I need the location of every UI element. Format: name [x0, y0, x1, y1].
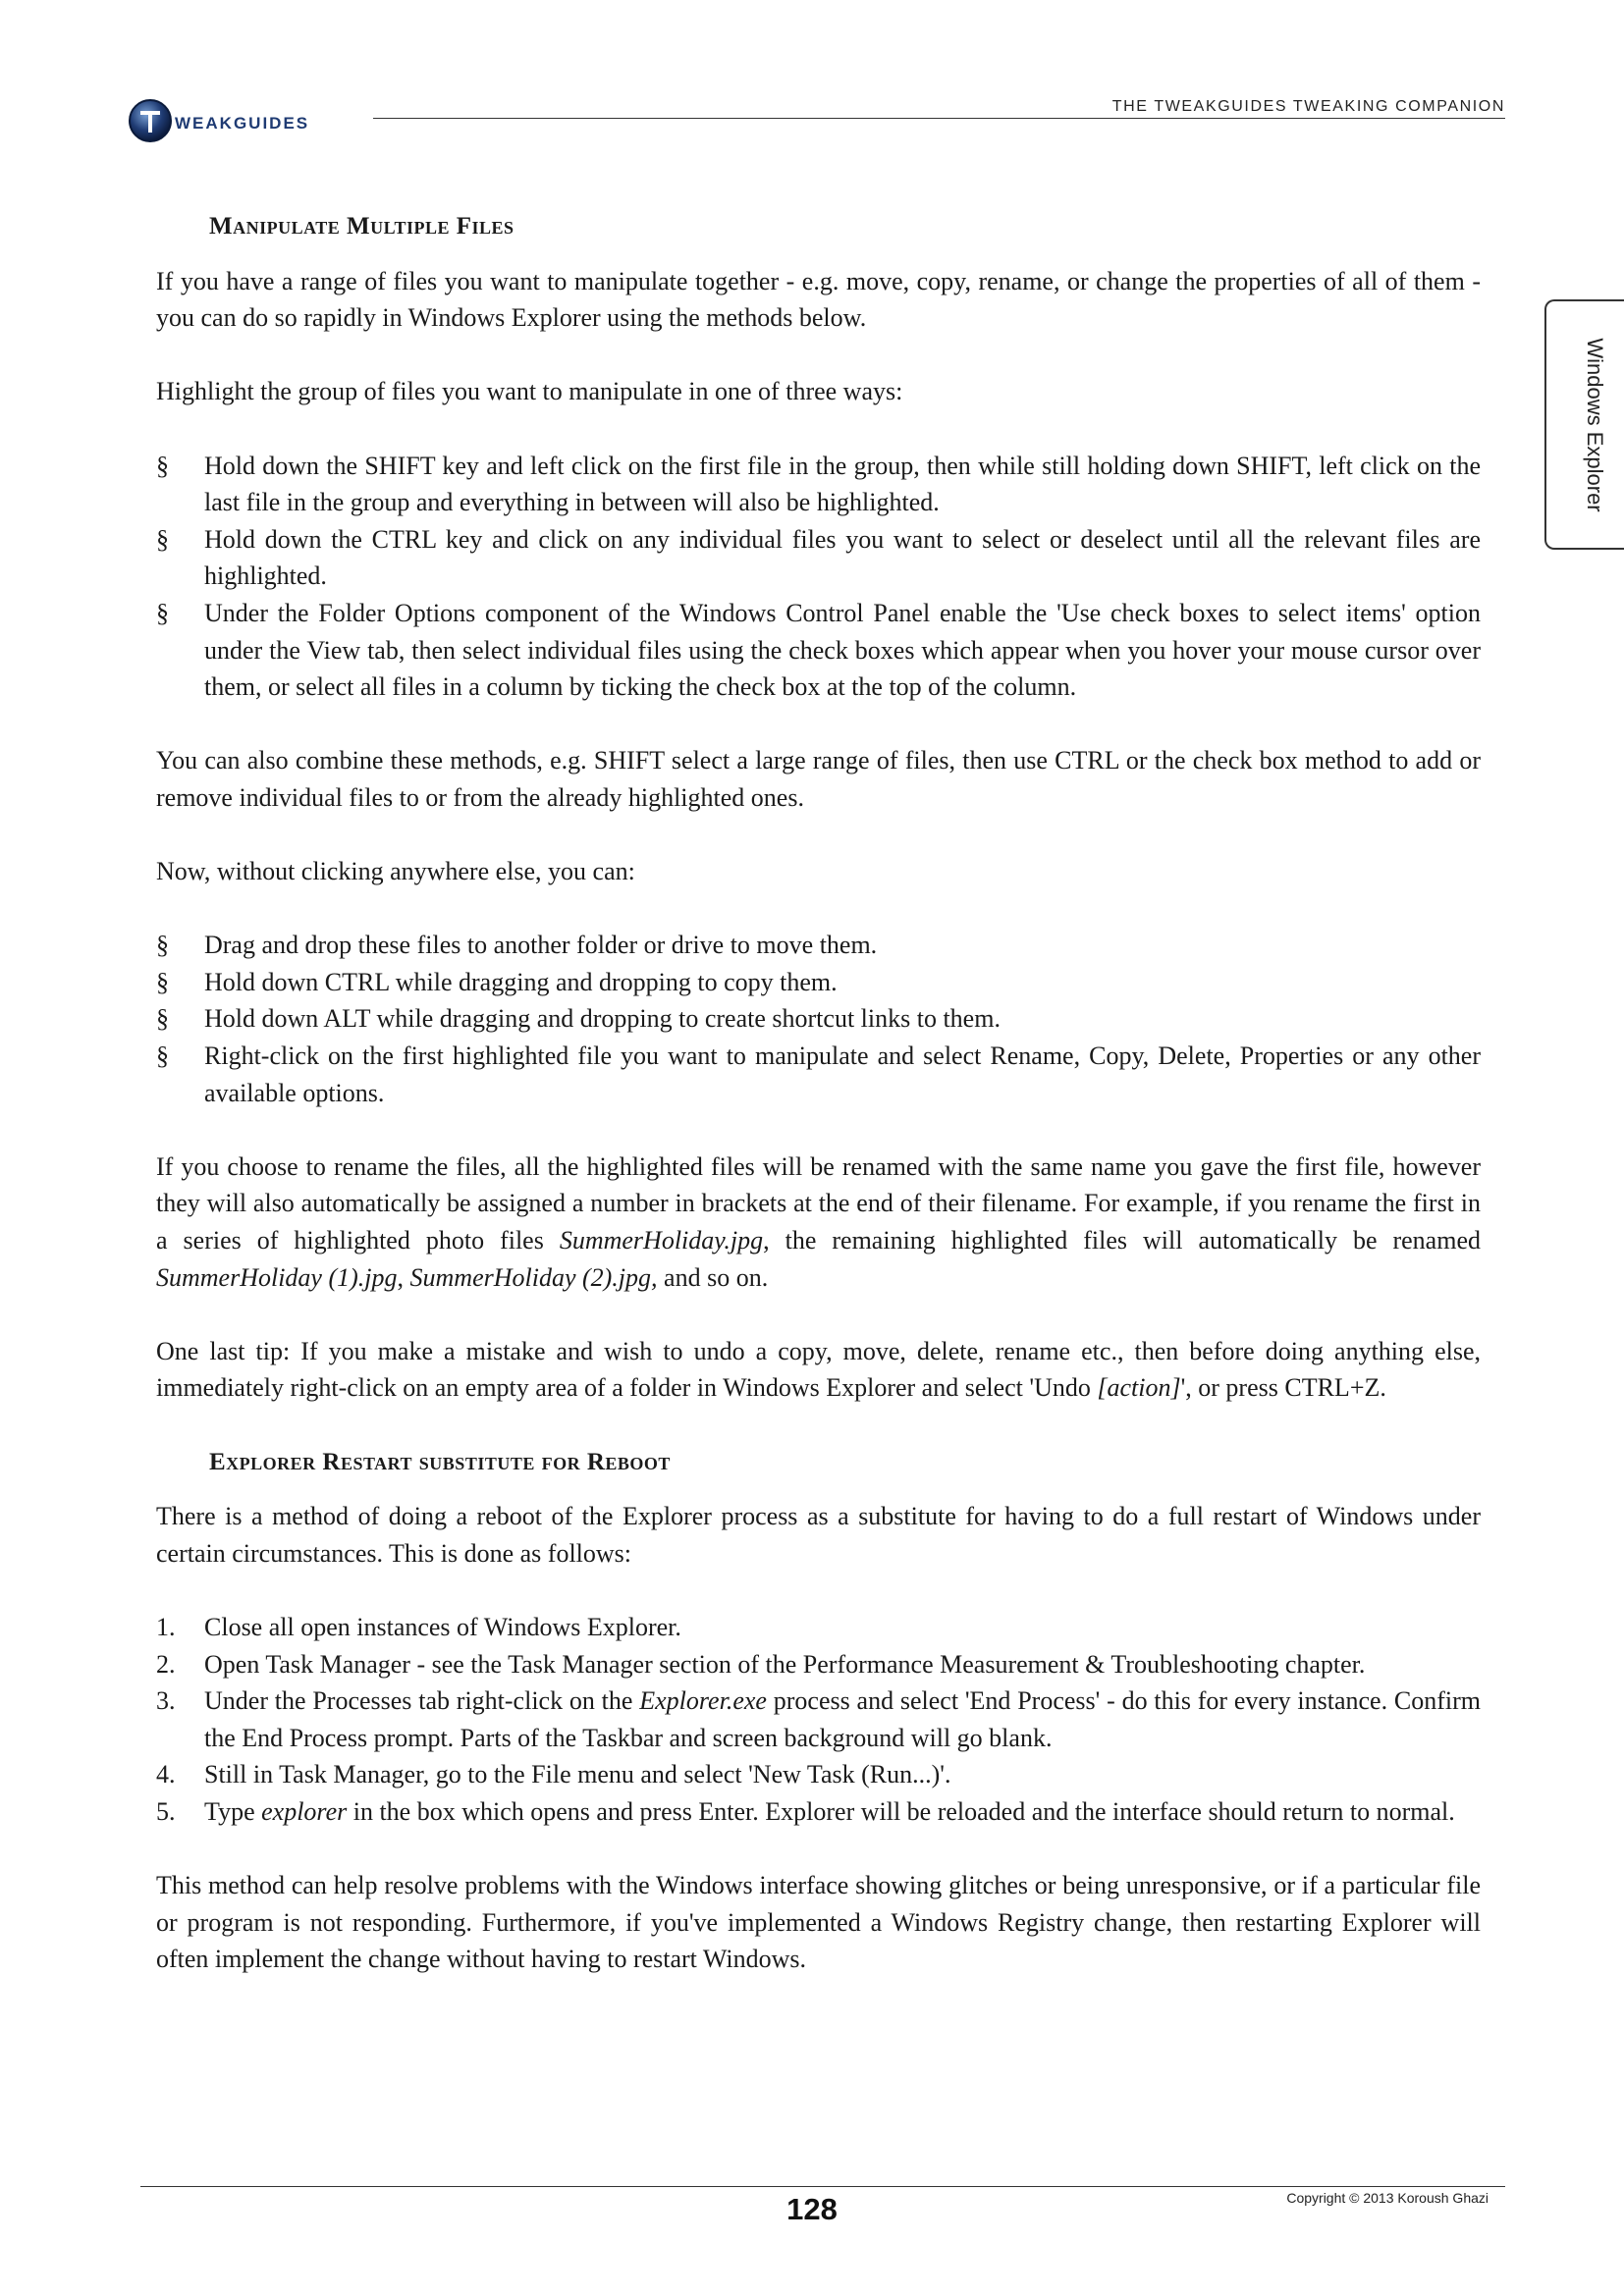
list-item: 1. Close all open instances of Windows Explorer. [156, 1609, 1481, 1646]
list-item: § Hold down CTRL while dragging and dropping to copy them. [156, 964, 1481, 1001]
paragraph-rename: If you choose to rename the files, all the highlighted files will be renamed with the same name you gave the first file, however they will also automatically be assigned a number in brackets at the end of their filename. For example, if you rename the first in a series of highlighted photo files SummerHoliday.jpg, the remaining highlighted files will automatically be renamed SummerHoliday (1).jpg, SummerHoliday (2).jpg, and so on. [156, 1151, 1481, 1292]
filename-example: SummerHoliday (1).jpg [156, 1262, 398, 1292]
section-heading-multiple-files: Manipulate Multiple Files [209, 213, 514, 240]
paragraph-highlight-intro: Highlight the group of files you want to manipulate in one of three ways: [156, 377, 903, 406]
list-item: § Hold down the CTRL key and click on any individual files you want to select or deselect until all the relevant files are highlighted. [156, 521, 1481, 595]
highlight-methods-list [156, 448, 1481, 706]
section-sign-bullet: § [156, 1041, 169, 1071]
list-item: § Drag and drop these files to another folder or drive to move them. [156, 927, 1481, 964]
paragraph-intro: If you have a range of files you want to manipulate together - e.g. move, copy, rename, or change the properties of all of them - you can do so rapidly in Windows Explorer using the methods below. [156, 266, 1481, 333]
step-number: 4. [156, 1760, 176, 1789]
step-number: 1. [156, 1612, 176, 1641]
list-item: 5. Type explorer in the box which opens and press Enter. Explorer will be reloaded and the interface should return to normal. [156, 1793, 1481, 1831]
page-header [126, 94, 1505, 143]
list-item: 4. Still in Task Manager, go to the File menu and select 'New Task (Run...)'. [156, 1756, 1481, 1793]
list-item: 3. Under the Processes tab right-click on the Explorer.exe process and select 'End Process' - do this for every instance. Confirm the End Process prompt. Parts of the Taskbar and screen background will go blank. [156, 1682, 1481, 1756]
list-item: § Hold down the SHIFT key and left click on the first file in the group, then while still holding down SHIFT, left click on the last file in the group and everything in between will also be highlighted. [156, 448, 1481, 521]
paragraph-restart-intro: There is a method of doing a reboot of the Explorer process as a substitute for having to do a full restart of Windows under certain circumstances. This is done as follows: [156, 1502, 1481, 1568]
section-heading-explorer-restart: Explorer Restart substitute for Reboot [209, 1448, 671, 1475]
action-placeholder: [action] [1097, 1373, 1181, 1403]
list-item: § Hold down ALT while dragging and dropping to create shortcut links to them. [156, 1000, 1481, 1038]
section-sign-bullet: § [156, 451, 169, 480]
section-sign-bullet: § [156, 524, 169, 554]
filename-example: SummerHoliday (2).jpg, [409, 1262, 658, 1292]
paragraph-undo-tip: One last tip: If you make a mistake and wish to undo a copy, move, delete, rename etc., then before doing anything else, immediately right-click on an empty area of a folder in Windows Explorer and select 'Undo [action]', or press CTRL+Z. [156, 1336, 1481, 1403]
step-number: 3. [156, 1686, 176, 1716]
logo-text: WEAKGUIDES [175, 114, 310, 133]
list-item: § Under the Folder Options component of the Windows Control Panel enable the 'Use check boxes to select items' option under the View tab, then select individual files using the check boxes which appear when you hover your mouse cursor over them, or select all files in a column by ticking the check box at the top of the column. [156, 595, 1481, 706]
tweakguides-logo [126, 96, 310, 150]
list-item: 2. Open Task Manager - see the Task Manager section of the Performance Measurement & Troubleshooting chapter. [156, 1646, 1481, 1683]
list-item: § Right-click on the first highlighted file you want to manipulate and select Rename, Copy, Delete, Properties or any other available options. [156, 1038, 1481, 1111]
actions-list [156, 927, 1481, 1111]
paragraph-now-intro: Now, without clicking anywhere else, you can: [156, 857, 635, 886]
footer-rule [140, 2186, 1505, 2187]
logo-globe-icon [126, 96, 175, 145]
chapter-side-tab-label: Windows Explorer [1583, 337, 1607, 512]
page-content [156, 208, 1481, 2015]
copyright-notice: Copyright © 2013 Koroush Ghazi [1286, 2190, 1489, 2206]
page-number: 128 [786, 2192, 838, 2226]
header-title: THE TWEAKGUIDES TWEAKING COMPANION [1111, 98, 1505, 115]
filename-example: SummerHoliday.jpg [559, 1226, 764, 1255]
section-sign-bullet: § [156, 598, 169, 627]
step-number: 2. [156, 1649, 176, 1679]
section-sign-bullet: § [156, 931, 169, 960]
header-rule [373, 118, 1505, 119]
section-sign-bullet: § [156, 967, 169, 996]
paragraph-restart-closing: This method can help resolve problems with the Windows interface showing glitches or being unresponsive, or if a particular file or program is not responding. Furthermore, if you've implemented a Windows Registry change, then restarting Explorer will often implement the change without having to restart Windows. [156, 1871, 1481, 1974]
section-sign-bullet: § [156, 1004, 169, 1034]
paragraph-combine: You can also combine these methods, e.g. SHIFT select a large range of files, then use CTRL or the check box method to add or remove individual files to or from the already highlighted ones. [156, 746, 1481, 812]
step-number: 5. [156, 1796, 176, 1826]
chapter-side-tab [1544, 299, 1624, 550]
restart-steps-list [156, 1609, 1481, 1831]
